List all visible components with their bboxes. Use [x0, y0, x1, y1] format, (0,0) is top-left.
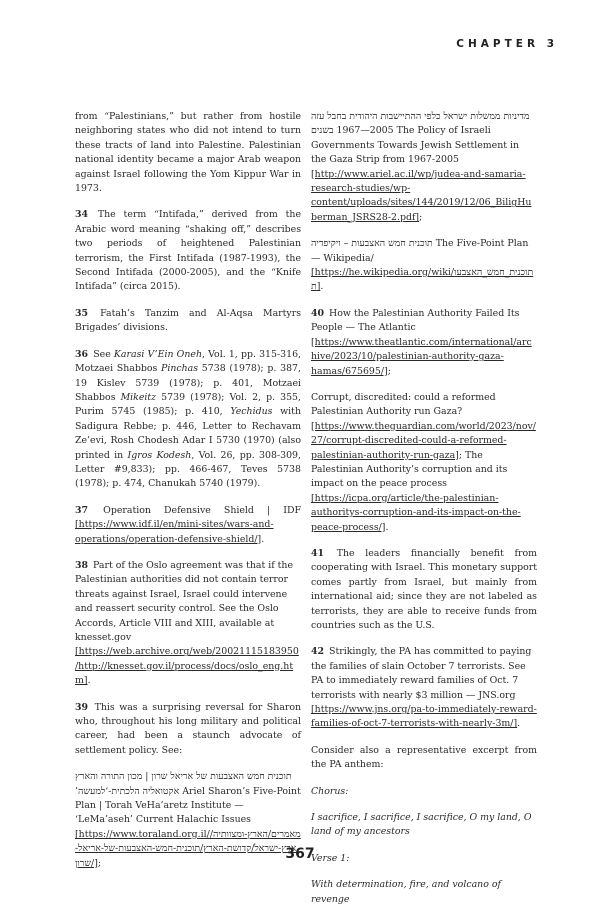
- note-36: [75, 348, 301, 492]
- note-text: How the Palestinian Authority Failed Its People — The Atlantic: [311, 307, 520, 334]
- ariel-link[interactable]: [http://www.ariel.ac.il/wp/judea-and-samaria-research-studies/wp-content/uploads/sites/144/2019/12/06_BiligHuberman_JSRS28-2.pdf]: [311, 168, 532, 223]
- note-37: [75, 504, 301, 547]
- note-text: Corrupt, discredited: could a reformed Palestinian Authority run Gaza?: [311, 391, 496, 418]
- note-39: [75, 701, 301, 759]
- note-text: Fatah’s Tanzim and Al-Aqsa Martyrs Brigades’ divisions.: [75, 307, 302, 334]
- note-35: [75, 307, 301, 336]
- page-number: 367: [285, 846, 315, 862]
- left-column: [75, 110, 301, 883]
- note-41: [311, 547, 537, 633]
- book-title: Igros Kodesh: [127, 449, 192, 461]
- note-number: 34: [75, 209, 89, 221]
- verse-text: With determination, fire, and volcano of revenge: [311, 879, 501, 905]
- book-title: Karasi V’Ein Oneh: [113, 348, 202, 360]
- note-number: 41: [311, 547, 325, 559]
- note-40-continued: [311, 391, 537, 535]
- anthem-intro: Consider also a representative excerpt from the PA anthem:: [311, 744, 537, 771]
- note-number: 42: [311, 646, 325, 658]
- note-text: Ariel Sharon’s Five-Point Plan | Torah VeHa’aretz Institute — ‘LeMa’aseh’ Current Halachic Issues: [75, 785, 301, 826]
- note-text: .: [261, 533, 265, 545]
- note-text: .: [87, 675, 91, 687]
- note-text: The Five-Point Plan — Wikipedia/: [311, 238, 529, 264]
- idf-link[interactable]: [https://www.idf.il/en/mini-sites/wars-and-operations/operation-defensive-shield/]: [75, 519, 274, 545]
- note-text: with Sadigura Rebbe; p. 446, Letter to Rechavam Ze’evi, Rosh Chodesh Adar I 5730 (1970) (also printed in: [75, 406, 301, 461]
- hebrew-title: תוכנית חמש האצבעות של אריאל שרון | מכון התורה והארץ אקטואליה הלכתית-‘למעשה’: [75, 771, 292, 797]
- note-38: [75, 559, 301, 689]
- atlantic-link[interactable]: [https://www.theatlantic.com/international/archive/2023/10/palestinian-authority-gaza-hamas/675695/]: [311, 336, 532, 377]
- wikipedia-link[interactable]: [https://he.wikipedia.org/wiki/תוכנית_חמש_האצבעות]: [311, 267, 534, 293]
- icpa-link[interactable]: [https://icpa.org/article/the-palestinian-authoritys-corruption-and-its-impact-on-the-peace-process/]: [311, 492, 521, 533]
- note-text: ;: [97, 857, 102, 869]
- yechidus-term: Yechidus: [230, 406, 273, 418]
- note-39-source-ariel: [311, 110, 537, 225]
- note-number: 37: [75, 504, 89, 516]
- note-text: 5739 (1978); Vol. 2, p. 355, Purim 5745 (1985); p. 410,: [75, 391, 301, 418]
- note-number: 38: [75, 559, 89, 571]
- note-40: [311, 307, 537, 379]
- note-number: 36: [75, 348, 89, 360]
- note-text: 1967—2005 The Policy of Israeli Governments Towards Jewish Settlement in the Gaza Strip from 1967-2005: [311, 125, 520, 166]
- chorus-text: I sacrifice, I sacrifice, I sacrifice, O my land, O land of my ancestors: [311, 812, 532, 838]
- note-text: 5738 (1978); p. 387, 19 Kislev 5739 (1978); p. 401, Motzaei Shabbos: [75, 363, 301, 403]
- note-42: [311, 645, 537, 731]
- note-text: Part of the Oslo agreement was that if the Palestinian authorities did not contain terror threats against Israel, Israel could intervene and reassert security control. See the Oslo Accords, Article VIII and XIII, available at knesset.gov: [75, 559, 294, 643]
- note-34: [75, 208, 301, 294]
- hebrew-title: תוכנית חמש האצבעות – ויקיפדיה: [311, 238, 433, 250]
- note-number: 39: [75, 701, 89, 713]
- note-text: ;: [387, 365, 391, 377]
- verse-label: Verse 1:: [311, 852, 350, 864]
- right-column: [311, 110, 537, 919]
- note-text: ;: [419, 211, 423, 223]
- toraland-link[interactable]: [https://www.toraland.org.il/מאמרים/הארץ-ומצוותיה/ארץ-ישראל/קדושת-הארץ/תוכנית-חמש-האצבעות-של-אריאל-שרון/]: [75, 828, 301, 869]
- note-text: See: [93, 348, 114, 360]
- note-text: Operation Defensive Shield | IDF: [103, 504, 301, 516]
- hebrew-title: מדיניות ממשלות ישראל כלפי ההתיישבות היהודית בחבל עזה בשנים: [311, 111, 530, 137]
- note-39-source-wikipedia: [311, 237, 537, 295]
- chorus-label: Chorus:: [311, 785, 349, 797]
- note-text: The leaders financially benefit from cooperating with Israel. This monetary support comes partly from Israel, but mainly from international aid; since they are not labeled as terrorists, they are able to receive funds from countries such as the U.S.: [311, 547, 537, 631]
- note-33-continuation: from “Palestinians,” but rather from hostile neighboring states who did not intend to turn these tracts of land into Palestine. Palestinian national identity became a major Arab weapon against Israel following the Yom Kippur War in 1973.: [75, 111, 301, 195]
- note-text: The term “Intifada,” derived from the Arabic word meaning “shaking off,” describes two periods of heightened Palestinian terrorism, the First Intifada (1987-1993), the Second Intifada (2000-2005), and the “Knife Intifada” (circa 2015).: [75, 209, 301, 293]
- chapter-header: CHAPTER 3: [456, 38, 558, 50]
- note-number: 40: [311, 307, 325, 319]
- parsha-name: Mikeitz: [120, 391, 157, 403]
- note-text: Strikingly, the PA has committed to paying the families of slain October 7 terrorists. See PA to immediately reward families of Oct. 7 terrorists with nearly $3 million — JNS.org: [311, 646, 532, 701]
- note-text: .: [320, 281, 324, 293]
- note-text: .: [517, 718, 521, 730]
- knesset-link[interactable]: [https://web.archive.org/web/20021115183950/http://knesset.gov.il/process/docs/oslo_eng.htm]: [75, 646, 299, 687]
- parsha-name: Pinchas: [161, 363, 199, 375]
- note-text: .: [385, 521, 389, 533]
- guardian-link[interactable]: [https://www.theguardian.com/world/2023/nov/27/corrupt-discredited-could-a-reformed-palestinian-authority-run-gaza]: [311, 420, 536, 461]
- jns-link[interactable]: [https://www.jns.org/pa-to-immediately-reward-families-of-oct-7-terrorists-with-nearly-3m/]: [311, 704, 537, 730]
- note-text: , Vol. 26, pp. 308-309, Letter #9,833); pp. 466-467, Teves 5738 (1978); p. 474, Chanukah 5740 (1979).: [75, 449, 301, 490]
- note-text: This was a surprising reversal for Sharon who, throughout his long military and political career, had been a staunch advocate of settlement policy. See:: [75, 701, 302, 756]
- note-number: 35: [75, 307, 89, 319]
- note-text: ; The Palestinian Authority’s corruption and its impact on the peace process: [311, 449, 508, 490]
- note-text: , Vol. 1, pp. 315-316, Motzaei Shabbos: [75, 348, 302, 375]
